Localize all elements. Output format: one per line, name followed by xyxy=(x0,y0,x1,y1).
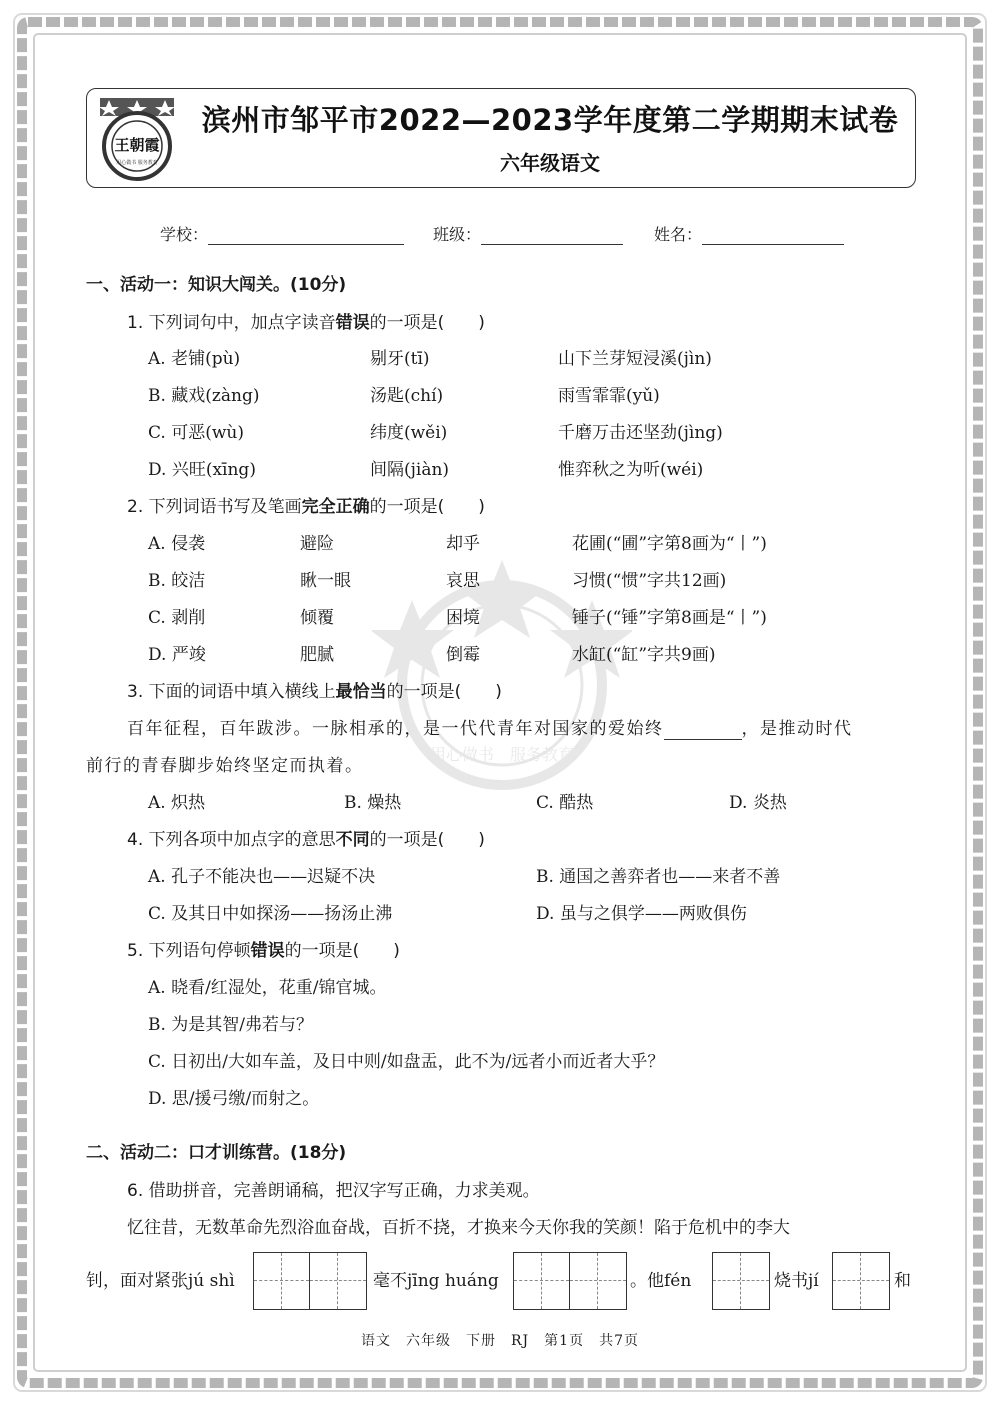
q2-d-3: 倒霉 xyxy=(446,645,480,665)
class-input-line[interactable] xyxy=(481,226,623,245)
q4-stem: 4. 下列各项中加点字的意思不同的一项是( ) xyxy=(127,830,485,850)
publisher-logo-icon xyxy=(94,96,180,182)
q6-seg3: 。他fén xyxy=(630,1271,692,1291)
q1-b-3: 雨雪霏霏(yǔ) xyxy=(558,386,660,406)
q2-b-3: 哀思 xyxy=(446,571,480,591)
q3-option-b: B. 燥热 xyxy=(344,793,402,813)
q2-b-2: 瞅一眼 xyxy=(300,571,351,591)
q3-option-d: D. 炎热 xyxy=(729,793,787,813)
q1-c-2: 纬度(wěi) xyxy=(370,423,448,443)
q3-blank[interactable] xyxy=(664,723,742,740)
exam-title: 滨州市邹平市2022—2023学年度第二学期期末试卷 xyxy=(201,103,899,137)
school-field[interactable] xyxy=(160,222,404,245)
q1-c-1: C. 可恶(wù) xyxy=(148,423,244,443)
q2-d-4: 水缸(“缸”字共9画) xyxy=(572,645,716,665)
q4-option-c: C. 及其日中如探汤——扬汤止沸 xyxy=(148,904,393,924)
q2-stem: 2. 下列词语书写及笔画完全正确的一项是( ) xyxy=(127,497,485,517)
q5-stem: 5. 下列语句停顿错误的一项是( ) xyxy=(127,941,400,961)
q3-option-a: A. 炽热 xyxy=(148,793,206,813)
writing-grid-ji[interactable] xyxy=(832,1252,890,1310)
school-label: 学校： xyxy=(160,225,209,244)
q2-c-1: C. 剥削 xyxy=(148,608,206,628)
q2-c-2: 倾覆 xyxy=(300,608,334,628)
class-field[interactable] xyxy=(433,222,623,245)
q1-a-1: A. 老铺(pù) xyxy=(148,349,241,369)
q5-option-a: A. 晓看/红湿处，花重/锦官城。 xyxy=(148,978,387,998)
q3-passage-line2: 前行的青春脚步始终坚定而执着。 xyxy=(86,756,364,776)
exam-subtitle: 六年级语文 xyxy=(500,151,600,175)
q1-a-2: 剔牙(tī) xyxy=(370,349,430,369)
q2-c-4: 锤子(“锤”字第8画是“丨”) xyxy=(572,608,767,628)
writing-grid-jinghuang[interactable] xyxy=(513,1252,627,1310)
q6-seg2: 毫不jīng huáng xyxy=(373,1271,499,1291)
q4-option-d: D. 虽与之俱学——两败俱伤 xyxy=(536,904,747,924)
logo-motto: 用心做书 服务教育 xyxy=(116,160,158,166)
q1-a-3: 山下兰芽短浸溪(jìn) xyxy=(558,349,712,369)
q4-option-b: B. 通国之善弈者也——来者不善 xyxy=(536,867,781,887)
q1-b-2: 汤匙(chí) xyxy=(370,386,444,406)
name-label: 姓名： xyxy=(654,225,703,244)
q4-option-a: A. 孔子不能决也——迟疑不决 xyxy=(148,867,376,887)
q2-a-1: A. 侵袭 xyxy=(148,534,206,554)
q2-a-4: 花圃(“圃”字第8画为“丨”) xyxy=(572,534,767,554)
q2-c-3: 困境 xyxy=(446,608,480,628)
q5-option-d: D. 思/援弓缴/而射之。 xyxy=(148,1089,320,1109)
q2-d-1: D. 严竣 xyxy=(148,645,206,665)
watermark-seal xyxy=(372,560,632,790)
q1-stem: 1. 下列词句中，加点字读音错误的一项是( ) xyxy=(127,313,485,333)
q2-b-1: B. 皎洁 xyxy=(148,571,206,591)
q1-b-1: B. 藏戏(zàng) xyxy=(148,386,260,406)
q6-seg1: 钊，面对紧张jú shì xyxy=(86,1271,235,1291)
school-input-line[interactable] xyxy=(208,226,404,245)
writing-grid-fen[interactable] xyxy=(712,1252,770,1310)
name-field[interactable] xyxy=(654,222,844,245)
section2-heading: 二、活动二：口才训练营。(18分) xyxy=(86,1143,347,1163)
writing-grid-jushi[interactable] xyxy=(253,1252,367,1310)
q3-option-c: C. 酷热 xyxy=(536,793,594,813)
q1-d-3: 惟弈秋之为听(wéi) xyxy=(558,460,704,480)
q6-seg4: 烧书jí xyxy=(774,1271,819,1291)
q6-seg5: 和 xyxy=(894,1271,911,1291)
class-label: 班级： xyxy=(433,225,482,244)
q6-stem: 6. 借助拼音，完善朗诵稿，把汉字写正确，力求美观。 xyxy=(127,1181,540,1201)
name-input-line[interactable] xyxy=(702,226,844,245)
q2-b-4: 习惯(“惯”字共12画) xyxy=(572,571,727,591)
section1-heading: 一、活动一：知识大闯关。(10分) xyxy=(86,275,347,295)
page-footer: 语文 六年级 下册 RJ 第1页 共7页 xyxy=(361,1333,639,1349)
q2-d-2: 肥腻 xyxy=(300,645,334,665)
q3-passage-line1: 百年征程，百年跋涉。一脉相承的，是一代代青年对国家的爱始终 ，是推动时代 xyxy=(127,719,853,739)
logo-text: 王朝霞 xyxy=(114,136,160,154)
q1-c-3: 千磨万击还坚劲(jìng) xyxy=(558,423,723,443)
q5-option-c: C. 日初出/大如车盖，及日中则/如盘盂，此不为/远者小而近者大乎？ xyxy=(148,1052,665,1072)
watermark-motto: 用心做书 服务教育 xyxy=(429,745,575,764)
q6-line1: 忆往昔，无数革命先烈浴血奋战，百折不挠，才换来今天你我的笑颜！陷于危机中的李大 xyxy=(127,1218,790,1238)
q2-a-3: 却乎 xyxy=(446,534,480,554)
q2-a-2: 避险 xyxy=(300,534,334,554)
q1-d-1: D. 兴旺(xīng) xyxy=(148,460,256,480)
q3-stem: 3. 下面的词语中填入横线上最恰当的一项是( ) xyxy=(127,682,502,702)
q5-option-b: B. 为是其智/弗若与？ xyxy=(148,1015,314,1035)
q1-d-2: 间隔(jiàn) xyxy=(370,460,450,480)
